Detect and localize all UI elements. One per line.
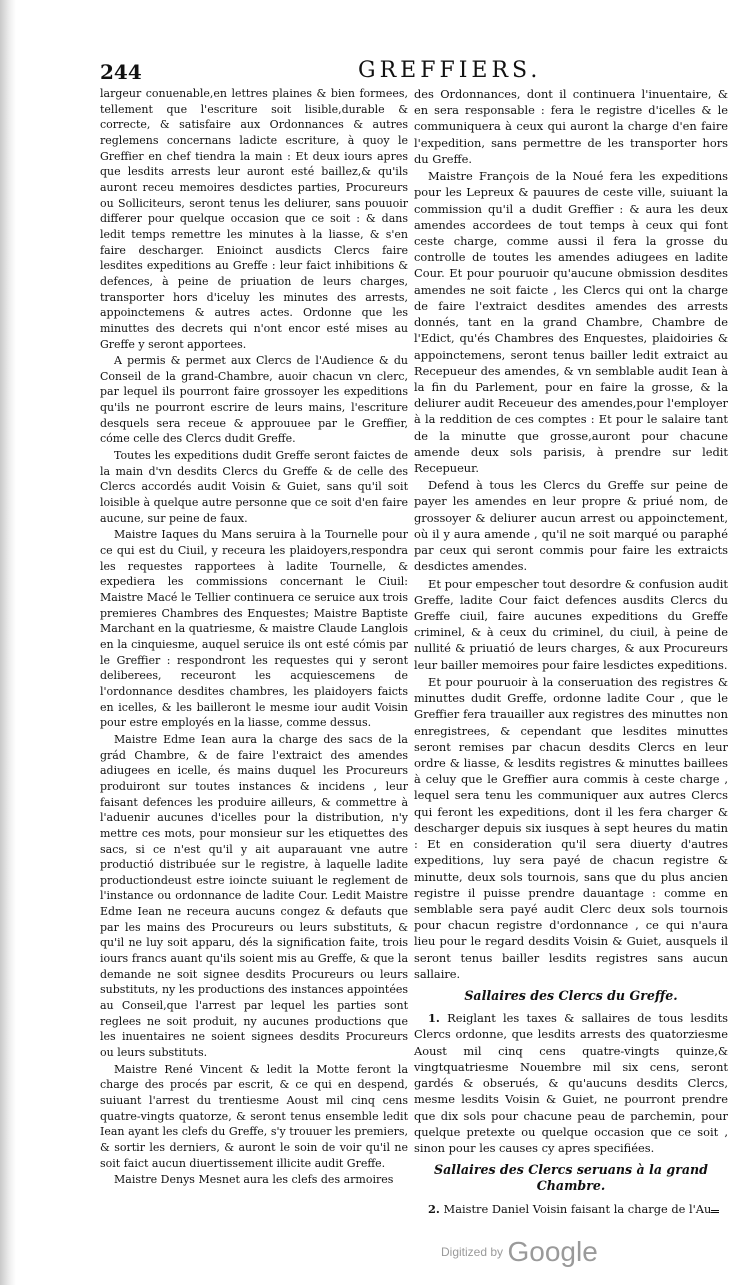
page-number: 244 [100, 60, 142, 84]
paragraph: Maistre Denys Mesnet aura les clefs des armoires [114, 1173, 394, 1187]
left-column [100, 86, 408, 1188]
hyphen-mark [711, 1202, 719, 1213]
article-number: 1. [428, 1011, 440, 1026]
article-paragraph [414, 1010, 728, 1156]
digitized-label: Digitized by [441, 1245, 504, 1259]
paragraph: Et pour pouruoir à la conseruation des registres & minuttes dudit Greffe, ordonne ladite Cour , que le Greffier fera trauailler aux registres des minuttes non enregistrees, & cependant que lesdites minuttes seront remises par chacun desdits Clercs en leur ordre & liasse, & lesdits registres & minuttes baillees à celuy que le Greffier aura commis à ceste charge , lequel sera tenu les communiquer aux autres Clercs qui feront les expeditions, dont il les fera charger & descharger depuis six iusques à sept heures du matin : Et en consideration qu'il sera diuerty d'autres expeditions, luy sera payé de chacun registre & minutte, deux sols tournois, sans que du plus ancien registre il puisse prendre dauantage : comme en semblable sera payé audit Clerc deux sols tournois pour chacun registre d'ordonnance , ce qui n'aura lieu pour le regard desdits Voisin & Guiet, ausquels il seront tenus bailler lesdits registres sans aucun sallaire. [414, 674, 728, 981]
paragraph: Maistre René Vincent & ledit la Motte feront la charge des procés par escrit, & ce qui en despend, suiuant l'arrest du trentiesme Aoust mil cinq cens quatre-vingts quatorze, & seront tenus ensemble ledit Iean ayant les clefs du Greffe, s'y trouuer les premiers, & sortir les derniers, & auront le soin de voir qu'il ne soit faict aucun diuertissement illicite audit Greffe. [100, 1062, 408, 1170]
paragraph: Maistre François de la Noué fera les expeditions pour les Lepreux & pauures de ceste ville, suiuant la commission qu'il a dudit Greffier : & aura les deux amendes accordees de tout temps à ceux qui font ceste charge, comme aussi il fera la grosse du controlle de toutes les amendes adiugees en ladite Cour. Et pour pouruoir qu'aucune obmission desdites amendes ne soit faicte , les Clercs qui ont la charge de faire l'extraict desdites amendes des arrests donnés, tant en la grand Chambre, Chambre de l'Edict, qu'és Chambres des Enquestes, plaidoiries & appoinctemens, seront tenus bailler ledit extraict au Recepueur des amendes, & vn semblable audit Iean à la fin du Parlement, pour en faire la grosse, & la deliurer audit Receueur des amendes,pour l'employer à la reddition de ces comptes : Et pour le salaire tant de la minutte que grosse,auront pour chacune amende deux sols parisis, à prendre sur ledit Recepueur. [414, 169, 728, 476]
article-paragraph [414, 1201, 728, 1217]
paragraph: Maistre Iaques du Mans seruira à la Tournelle pour ce qui est du Ciuil, y receura les plaidoyers,respondra les requestes rapportees à ladite Tournelle, & expediera les commissions concernant le Ciuil: Maistre Macé le Tellier continuera ce seruice aux trois premieres Chambres des Enquestes; Maistre Baptiste Marchant en la quatriesme, & maistre Claude Langlois en la cinquiesme, auquel seruice ils ont esté cómis par le Greffier : respondront les requestes qui y seront deliberees, receuront les acquiescemens de l'ordonnance desdites chambres, les plaidoyers faicts en icelles, & les bailleront le mesme iour audit Voisin pour estre employés en la liasse, comme dessus. [100, 528, 408, 730]
running-title: GREFFIERS. [358, 58, 542, 83]
page-edge-shadow [0, 0, 16, 1285]
page-header [100, 58, 728, 86]
section-heading: Sallaires des Clercs seruans à la grand Chambre. [434, 1162, 708, 1194]
article-text: Maistre Daniel Voisin faisant la charge de l'Au [443, 1201, 712, 1216]
paragraph: Et pour empescher tout desordre & confusion audit Greffe, ladite Cour faict defences ausdits Clercs du Greffe ciuil, faire aucunes expeditions du Greffe criminel, & à ceux du criminel, du ciuil, à peine de nullité & priuatió de leurs charges, & aux Procureurs leur bailler memoires pour faire lesdictes expeditions. [414, 576, 728, 672]
google-logo: Google [507, 1236, 598, 1267]
paragraph: des Ordonnances, dont il continuera l'inuentaire, & en sera responsable : fera le registre d'icelles & le communiquera à ceux qui auront la charge d'en faire l'expedition, sans permettre de les transporter hors du Greffe. [414, 87, 728, 166]
paragraph: largeur conuenable,en lettres plaines & bien formees, tellement que l'escriture soit lisible,durable & correcte, & satisfaire aux Ordonnances & autres reglemens concernans ladicte escriture, à quoy le Greffier en chef tiendra la main : Et deux iours apres que lesdits arrests leur auront esté baillez,& qu'ils auront receu memoires desdictes parties, Procureurs ou Solliciteurs, seront tenus les deliurer, sans pouuoir differer pour quelque occasion que ce soit : & dans ledit temps remettre les minutes à la liasse, & s'en faire descharger. Enioinct ausdicts Clercs faire lesdites expeditions au Greffe : leur faict inhibitions & defences, à peine de priuation de leurs charges, transporter hors d'iceluy les minutes des arrests, appoinctemens & autres actes. Ordonne que les minuttes des decrets qui n'ont encor esté mises au Greffe y seront apportees. [100, 87, 408, 351]
article-number: 2. [428, 1201, 440, 1216]
right-column [414, 86, 728, 1217]
section-heading: Sallaires des Clercs du Greffe. [464, 988, 678, 1004]
google-watermark [441, 1236, 598, 1268]
article-text: Reiglant les taxes & sallaires de tous lesdits Clercs ordonne, que lesdits arrests des quatorziesme Aoust mil cinq cens quatre-vingts quinze,& vingtquatriesme Nouembre mil six cens, seront gardés & obserués, & qu'aucuns desdits Clercs, mesme lesdits Voisin & Guiet, ne pourront prendre que dix sols pour chacune peau de parchemin, pour quelque pretexte ou quelque occasion que ce soit , sinon pour les causes cy apres specifiées. [414, 1011, 728, 1155]
paragraph: Maistre Edme Iean aura la charge des sacs de la grád Chambre, & de faire l'extraict des amendes adiugees en icelle, és mains duquel les Procureurs produiront sur toutes instances & incidens , leur faisant defences les produire ailleurs, & commettre à l'aduenir aucunes d'icelles pour la distribution, n'y mettre ces mots, pour monsieur sur les etiquettes des sacs, si ce n'est qu'il y ait auparauant vne autre productió distribuée sur le registre, à laquelle ladite productiondeust estre ioincte suiuant le reglement de l'instance ou ordonnance de ladite Cour. Ledit Maistre Edme Iean ne receura aucuns congez & defauts que par les mains des Procureurs ou leurs substituts, & qu'il ne luy soit apparu, dés la signification faite, trois iours francs auant qu'ils soient mis au Greffe, & que la demande ne soit signee desdits Procureurs ou leurs substituts, ny les productions des instances appointées au Conseil,que l'arrest par lequel les parties sont reglees ne soit produit, ny aucunes productions que les inuentaires ne soient signees desdits Procureurs ou leurs substituts. [100, 732, 408, 1060]
paragraph: A permis & permet aux Clercs de l'Audience & du Conseil de la grand-Chambre, auoir chacun vn clerc, par lequel ils pourront faire grossoyer les expeditions qu'ils ne pourront escrire de leurs mains, l'escriture desquels sera receue & approuuee par le Greffier, cóme celle des Clercs dudit Greffe. [100, 354, 408, 446]
paragraph: Defend à tous les Clercs du Greffe sur peine de payer les amendes en leur propre & priué nom, de grossoyer & deliurer aucun arrest ou appoinctement, où il y aura amende , qu'il ne soit marqué ou paraphé par ceux qui seront commis pour faire les extraicts desdictes amendes. [414, 478, 728, 574]
paragraph: Toutes les expeditions dudit Greffe seront faictes de la main d'vn desdits Clercs du Greffe & de celle des Clercs accordés audit Voisin & Guiet, sans qu'il soit loisible à quelque autre personne que ce soit d'en faire aucune, sur peine de faux. [100, 449, 408, 525]
